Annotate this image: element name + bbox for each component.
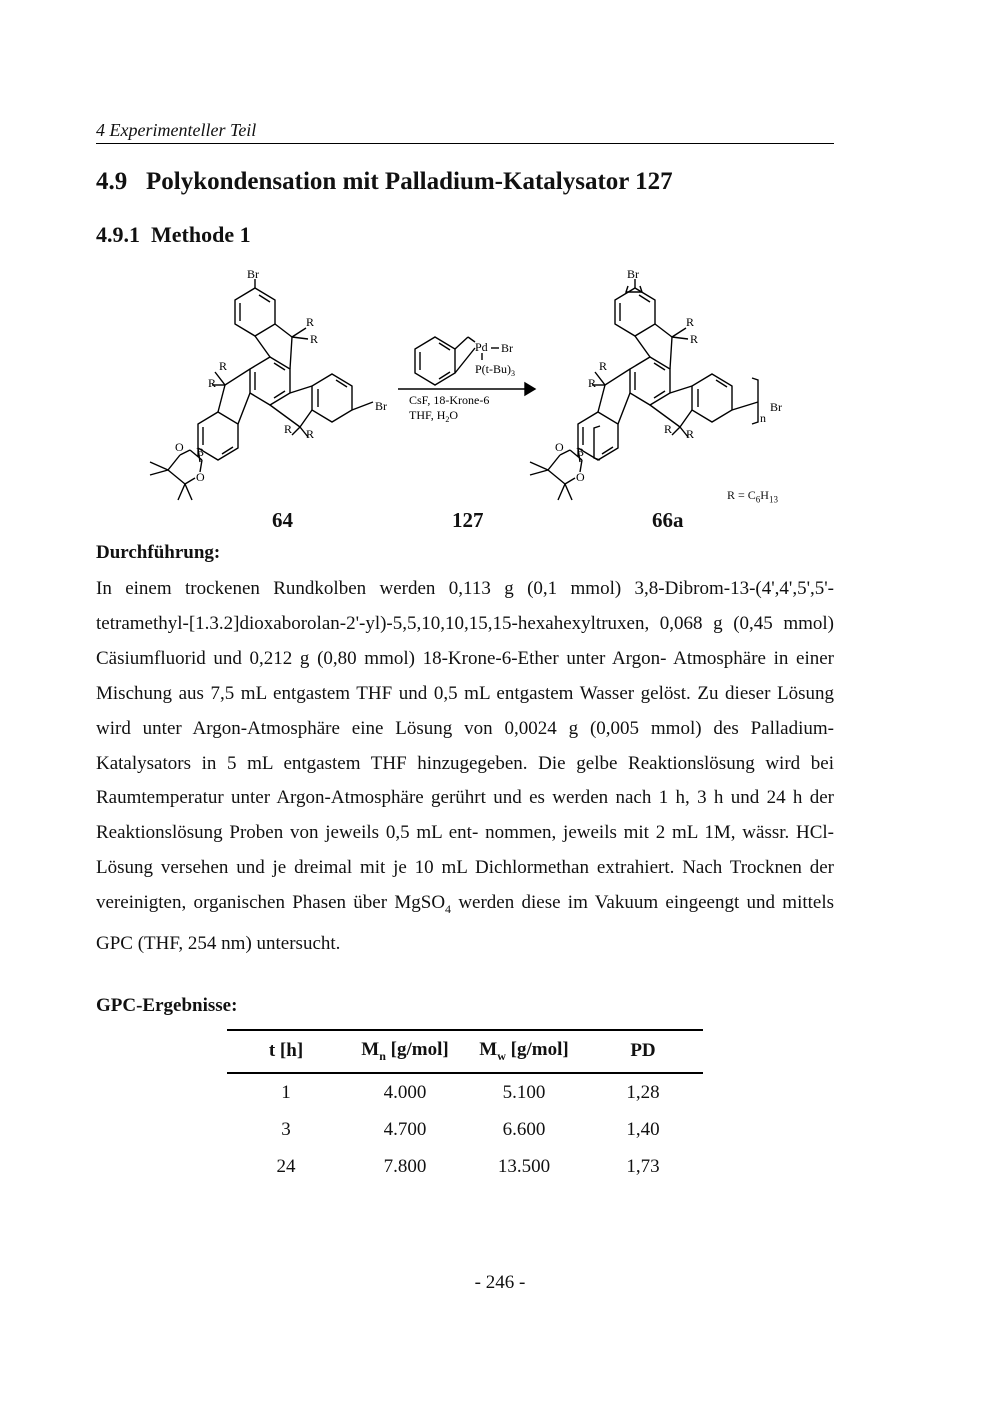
atom-o: O [555, 440, 564, 454]
atom-br: Br [770, 400, 782, 414]
procedure-last-line: MgSO$_4$ werden diese im Vakuum eingeengt und mittels GPC (THF, 254 nm) untersucht. [96, 892, 835, 954]
atom-o: O [576, 470, 585, 484]
atom-r: R [284, 422, 293, 436]
atom-r: R [664, 422, 673, 436]
running-head: 4 Experimenteller Teil [96, 120, 834, 144]
page-number: - 246 - [474, 1272, 526, 1293]
header-pd: PD [583, 1030, 703, 1073]
atom-r: R [690, 332, 699, 346]
cell-pd: 1,28 [626, 1081, 660, 1103]
procedure-line: (0,45 mmol) Cäsiumfluorid und 0,212 g (0,80 mmol) 18-Krone-6-Ether unter Argon- [96, 612, 834, 669]
subsection-heading [96, 222, 251, 248]
atom-r: R [306, 315, 315, 329]
reaction-conditions-line2: THF, $H_2O$ [409, 408, 459, 424]
header-t: t [h] [227, 1030, 345, 1073]
header-mw: $M_w$ [g/mol] [465, 1030, 583, 1073]
compound-64-structure [150, 279, 373, 500]
cell-mn: 7.800 [383, 1155, 427, 1177]
atom-o: O [175, 440, 184, 454]
r-group-definition: $R = C_6H_{13}$ [727, 488, 778, 505]
subsection-title: Methode 1 [151, 222, 251, 247]
procedure-line: gelöst. Zu dieser Lösung wird unter Argon-Atmosphäre eine Lösung von 0,0024 g [96, 682, 834, 739]
cell-pd: 1,40 [626, 1118, 660, 1140]
cell-t: 24 [276, 1155, 296, 1177]
cell-t: 3 [281, 1118, 291, 1140]
atom-r: R [306, 427, 315, 441]
catalyst-pd: Pd [475, 340, 488, 354]
cell-mw: 13.500 [497, 1155, 551, 1177]
reaction-conditions-line1: CsF, 18-Krone-6 [409, 393, 490, 407]
atom-r: R [686, 427, 695, 441]
atom-r: R [208, 376, 217, 390]
atom-b: B [196, 445, 205, 459]
compound-label-64: 64 [272, 508, 293, 532]
procedure-line: tetramethyl-[1.3.2]dioxaborolan-2'-yl)-5,5,10,10,15,15-hexahexyltruxen, 0,068 g [96, 612, 723, 634]
table-row [227, 1148, 703, 1185]
atom-r: R [686, 315, 695, 329]
procedure-line: In einem trockenen Rundkolben werden 0,113 g (0,1 mmol) 3,8-Dibrom-13-(4',4',5',5'- [96, 578, 834, 599]
cell-pd: 1,73 [626, 1155, 660, 1177]
procedure-line: (0,005 mmol) des Palladium-Katalysators in 5 mL entgastem THF hinzugegeben. Die [96, 717, 834, 774]
atom-r: R [219, 359, 228, 373]
section-heading [96, 168, 673, 196]
table-row [227, 1111, 703, 1148]
table-row [227, 1073, 703, 1111]
procedure-line: Atmosphäre in einer Mischung aus 7,5 mL entgastem THF und 0,5 mL entgastem Wasser [96, 647, 834, 704]
compound-label-66a: 66a [652, 508, 684, 532]
procedure-label: Durchführung: [96, 542, 221, 563]
catalyst-ligand: $P(t-Bu)_3$ [475, 362, 515, 378]
cell-mw: 6.600 [502, 1118, 546, 1140]
procedure-line: werden nach 1 h, 3 h und 24 h der Reaktionslösung Proben von jeweils 0,5 mL ent- [96, 787, 835, 844]
procedure-line: Dichlormethan extrahiert. Nach Trocknen der vereinigten, organischen Phasen über [96, 857, 835, 914]
atom-br: Br [247, 267, 259, 281]
compound-label-127: 127 [452, 508, 484, 532]
compound-66a-structure [530, 279, 758, 500]
cell-mn: 4.000 [383, 1081, 427, 1103]
atom-br: Br [627, 267, 639, 281]
cell-mn: 4.700 [383, 1118, 427, 1140]
atom-b: B [576, 445, 585, 459]
table-header-row [227, 1030, 703, 1073]
header-mn: $M_n$ [g/mol] [345, 1030, 465, 1073]
gpc-label: GPC-Ergebnisse: [96, 995, 238, 1016]
cell-mw: 5.100 [502, 1081, 546, 1103]
gpc-results-table [227, 1029, 703, 1185]
catalyst-br: Br [501, 341, 513, 355]
section-title: Polykondensation mit Palladium-Katalysator 127 [146, 168, 673, 195]
atom-o: O [196, 470, 205, 484]
section-number: 4.9 [96, 168, 128, 195]
cell-t: 1 [281, 1081, 291, 1103]
atom-br: Br [375, 399, 387, 413]
procedure-line: nommen, jeweils mit 2 mL 1M, wässr. HCl-Lösung versehen und je dreimal mit je 10 mL [96, 822, 835, 879]
atom-r: R [599, 359, 608, 373]
repeat-n: n [760, 411, 766, 425]
atom-r: R [310, 332, 319, 346]
subsection-number: 4.9.1 [96, 222, 140, 247]
procedure-line: gelbe Reaktionslösung wird bei Raumtemperatur unter Argon-Atmosphäre gerührt und es [96, 752, 835, 809]
atom-r: R [588, 376, 597, 390]
procedure-paragraph [96, 572, 834, 962]
